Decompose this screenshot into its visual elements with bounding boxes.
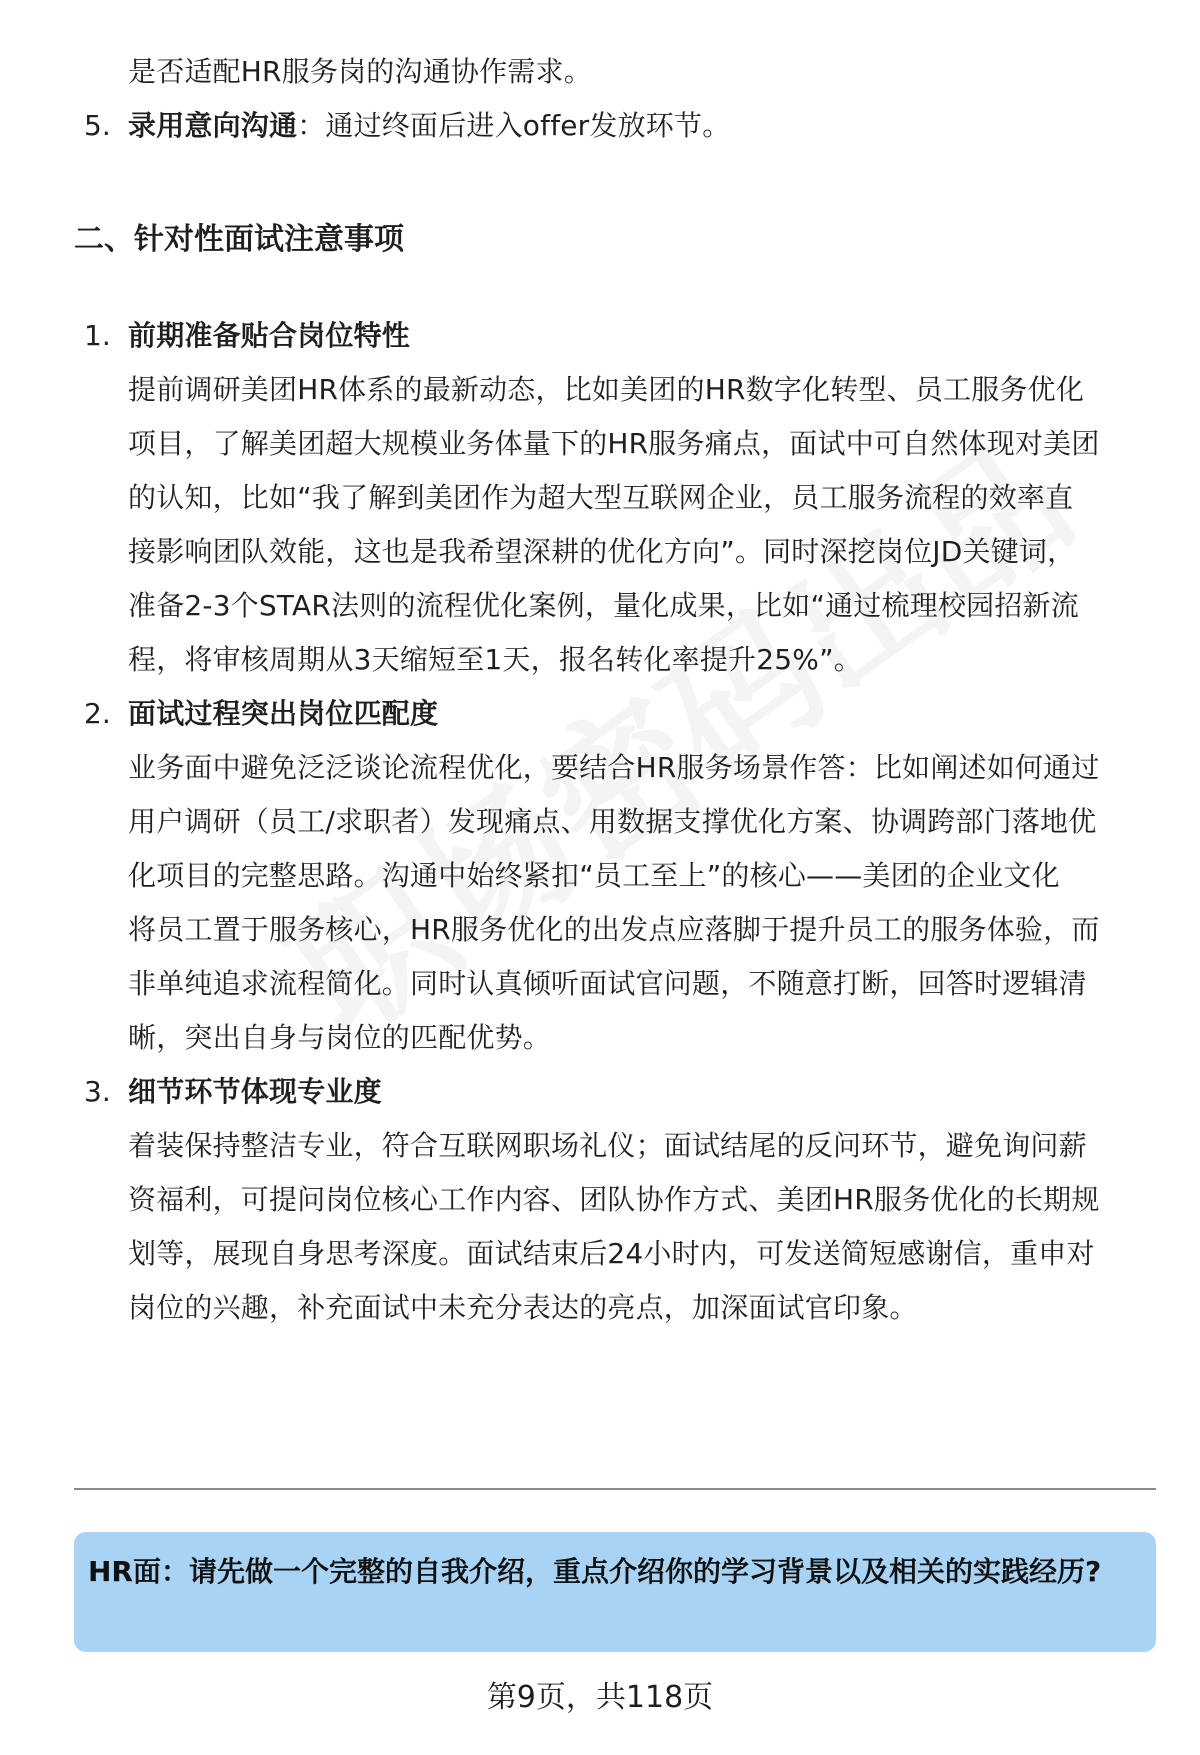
- horizontal-divider: [74, 1488, 1156, 1490]
- list-item-title: 细节环节体现专业度: [128, 1075, 382, 1108]
- list-number: 5.: [84, 109, 111, 142]
- list-number: 3.: [84, 1075, 111, 1108]
- paragraph-line: 提前调研美团HR体系的最新动态，比如美团的HR数字化转型、员工服务优化: [128, 373, 1085, 406]
- section-heading: 二、针对性面试注意事项: [74, 222, 404, 257]
- paragraph-line: 用户调研（员工/求职者）发现痛点、用数据支撑优化方案、协调跨部门落地优: [128, 805, 1097, 838]
- question-text: HR面：请先做一个完整的自我介绍，重点介绍你的学习背景以及相关的实践经历?: [88, 1555, 1102, 1588]
- paragraph-line: 接影响团队效能，这也是我希望深耕的优化方向”。同时深挖岗位JD关键词，: [128, 535, 1076, 568]
- paragraph-line: 的认知，比如“我了解到美团作为超大型互联网企业，员工服务流程的效率直: [128, 481, 1074, 514]
- question-box: [74, 1532, 1156, 1652]
- paragraph-line: 将员工置于服务核心，HR服务优化的出发点应落脚于提升员工的服务体验，而: [128, 913, 1100, 946]
- list-item-title: 面试过程突出岗位匹配度: [128, 697, 439, 730]
- paragraph-line: 准备2-3个STAR法则的流程优化案例，量化成果，比如“通过梳理校园招新流: [128, 589, 1079, 622]
- paragraph-line: 划等，展现自身思考深度。面试结束后24小时内，可发送简短感谢信，重申对: [128, 1237, 1095, 1270]
- list-item-5: [128, 108, 730, 144]
- paragraph-line: 非单纯追求流程简化。同时认真倾听面试官问题，不随意打断，回答时逻辑清: [128, 967, 1087, 1000]
- paragraph-line: 化项目的完整思路。沟通中始终紧扣“员工至上”的核心——美团的企业文化: [128, 859, 1060, 892]
- list-number: 1.: [84, 319, 111, 352]
- list-item-title: 录用意向沟通: [128, 109, 298, 142]
- paragraph-line: 岗位的兴趣，补充面试中未充分表达的亮点，加深面试官印象。: [128, 1291, 918, 1324]
- paragraph-line: 项目，了解美团超大规模业务体量下的HR服务痛点，面试中可自然体现对美团: [128, 427, 1100, 460]
- paragraph-line: 程，将审核周期从3天缩短至1天，报名转化率提升25%”。: [128, 643, 862, 676]
- list-item-text: ：通过终面后进入offer发放环节。: [297, 109, 731, 142]
- list-number: 2.: [84, 697, 111, 730]
- paragraph-line: 资福利，可提问岗位核心工作内容、团队协作方式、美团HR服务优化的长期规: [128, 1183, 1100, 1216]
- page-number: 第9页，共118页: [486, 1680, 714, 1715]
- continuation-text: 是否适配HR服务岗的沟通协作需求。: [128, 55, 592, 88]
- paragraph-line: 晰，突出自身与岗位的匹配优势。: [128, 1021, 552, 1054]
- list-item-title: 前期准备贴合岗位特性: [128, 319, 411, 352]
- paragraph-line: 业务面中避免泛泛谈论流程优化，要结合HR服务场景作答：比如阐述如何通过: [128, 751, 1100, 784]
- paragraph-line: 着装保持整洁专业，符合互联网职场礼仪；面试结尾的反问环节，避免询问薪: [128, 1129, 1087, 1162]
